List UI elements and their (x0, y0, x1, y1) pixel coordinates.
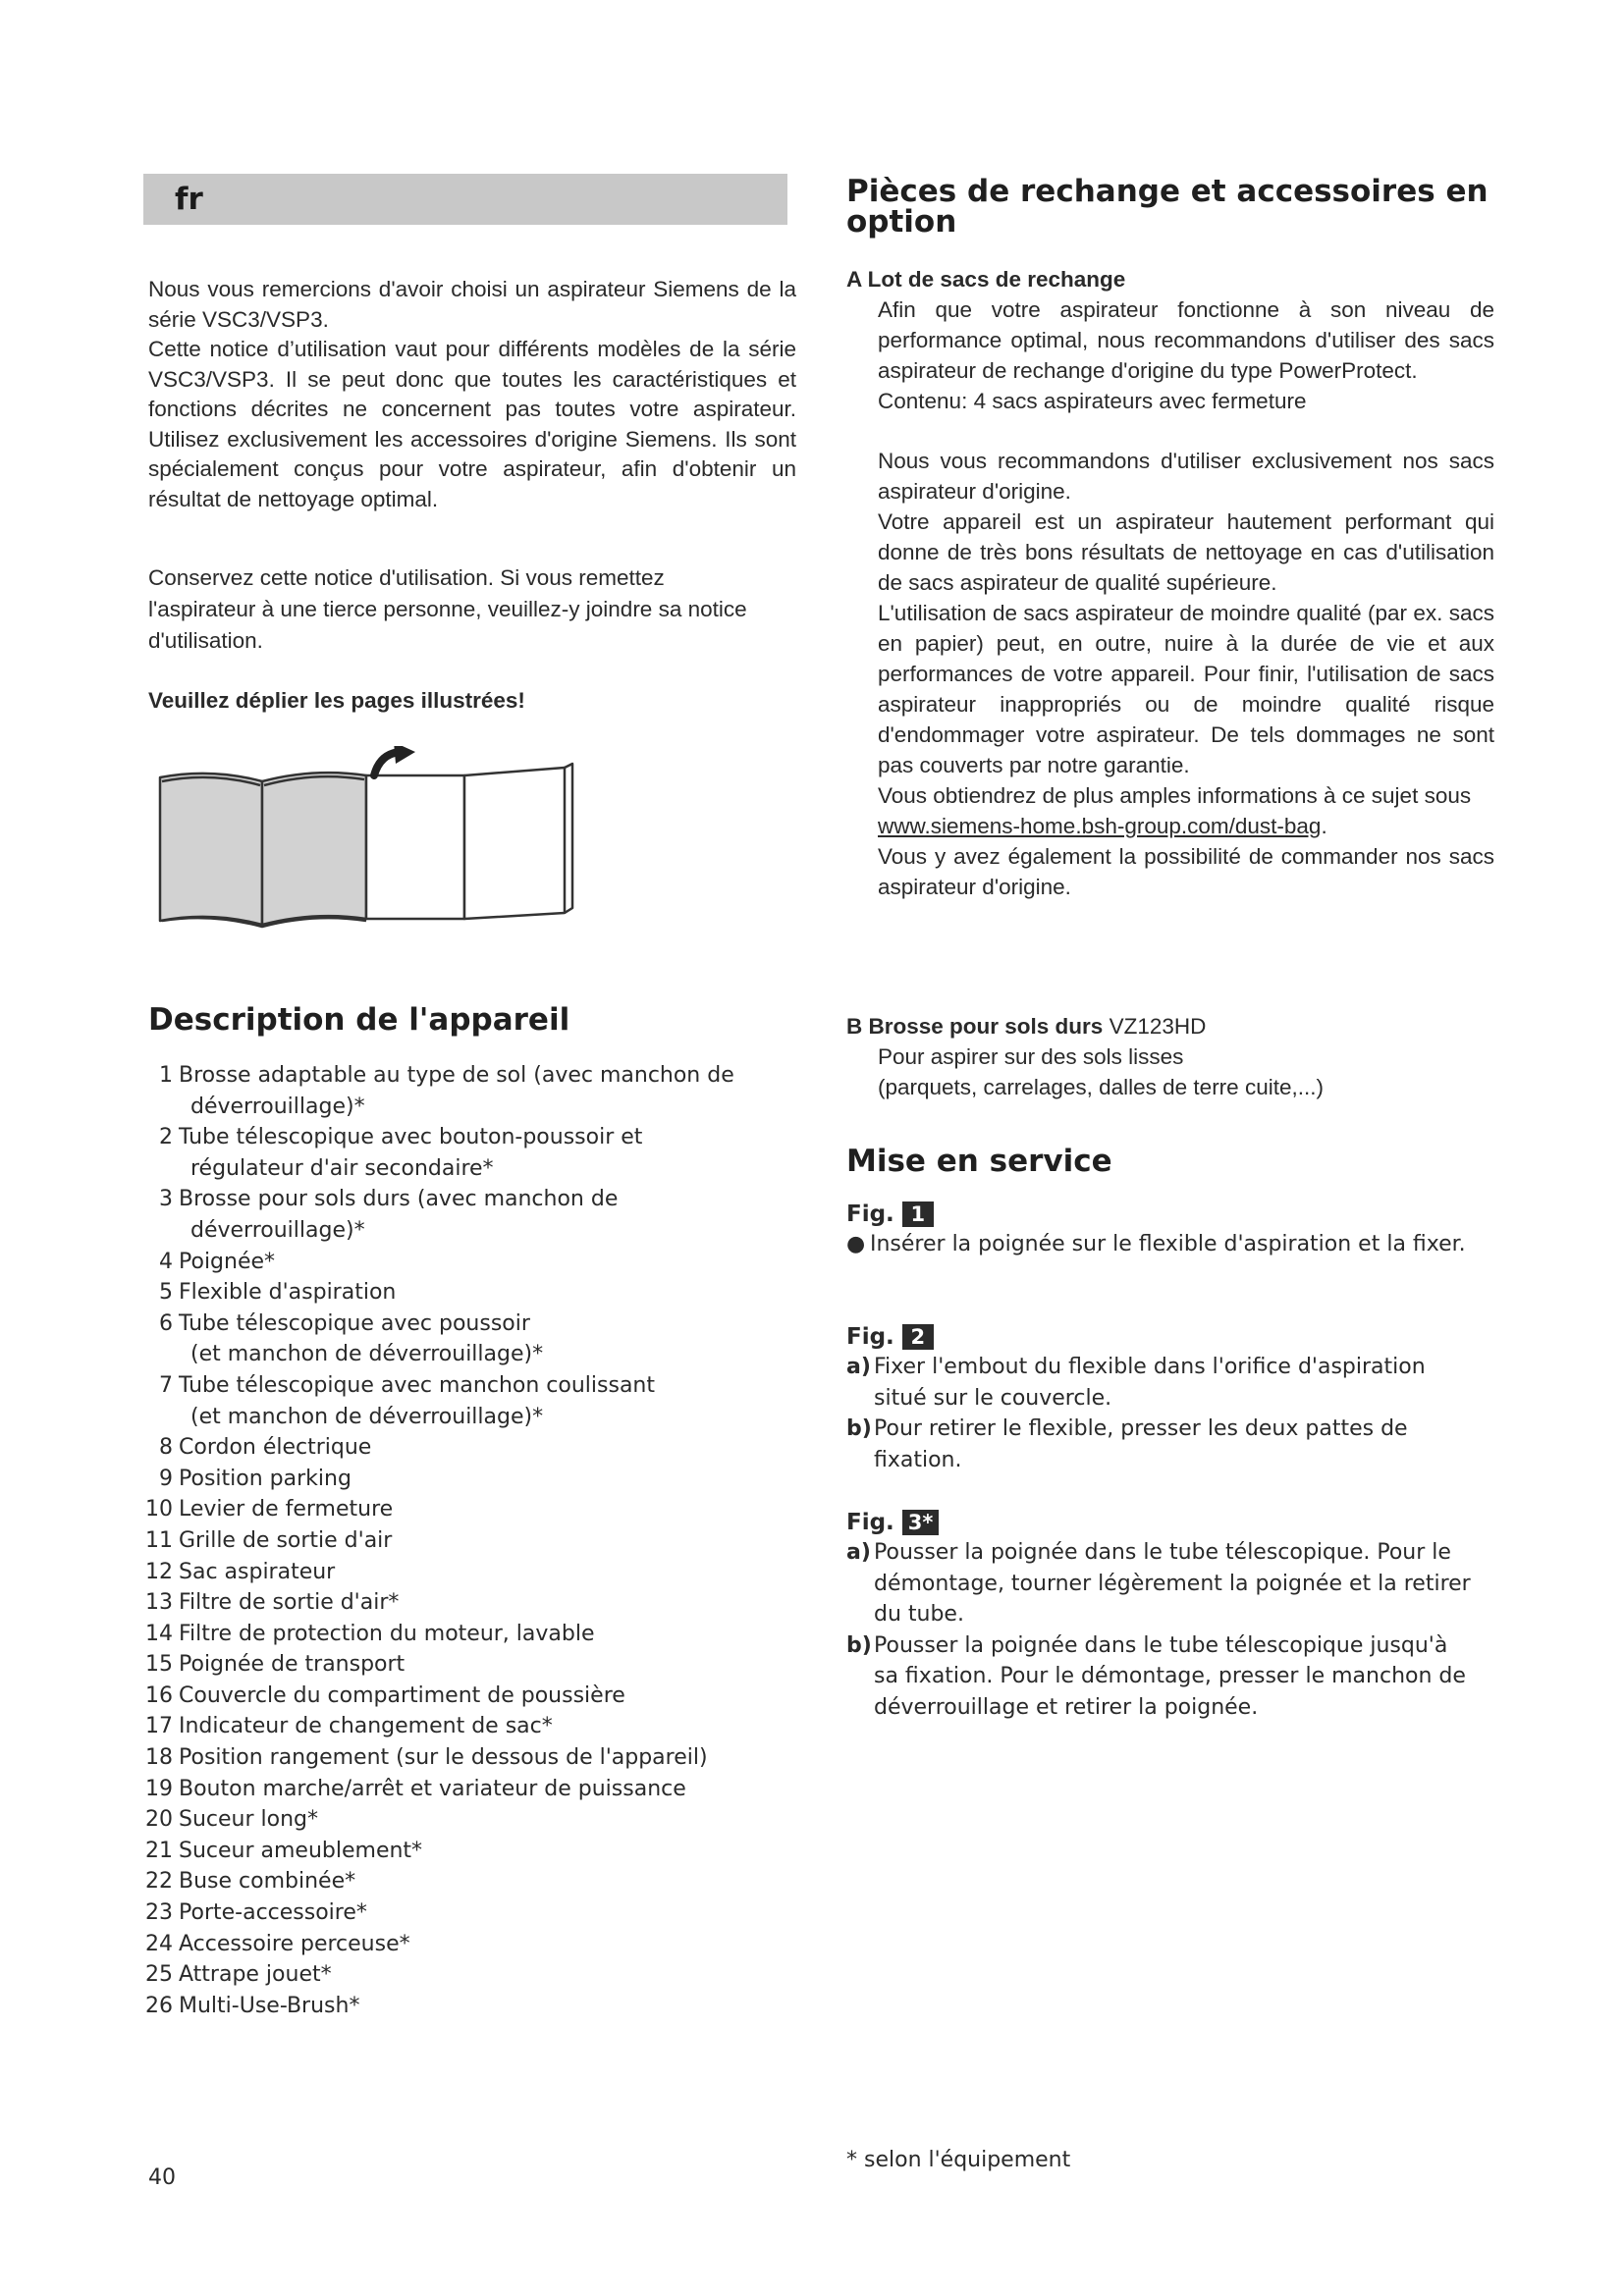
mise-en-service-title: Mise en service (846, 1144, 1112, 1179)
page-number: 40 (148, 2165, 176, 2190)
language-bar (143, 174, 787, 225)
section-a-paragraph-2: Nous vous recommandons d'utiliser exclusivement nos sacs aspirateur d'origine. (878, 449, 1494, 504)
section-b-paragraph-2: (parquets, carrelages, dalles de terre cuite,...) (878, 1075, 1324, 1099)
list-item: 11 Grille de sortie d'air (145, 1527, 393, 1553)
list-item: 12 Sac aspirateur (145, 1559, 336, 1584)
list-item: 21 Suceur ameublement* (145, 1838, 423, 1863)
list-item: 26 Multi-Use-Brush* (145, 1993, 360, 2018)
list-item: 9 Position parking (159, 1466, 352, 1491)
list-item: 4 Poignée* (159, 1249, 276, 1274)
list-item: 20 Suceur long* (145, 1807, 319, 1833)
fig-3-step-b: b) Pousser la poignée dans le tube télescopique jusqu'à sa fixation. Pour le démontage, presser le manchon de déverrouillage et retirer la poignée. (846, 1632, 1466, 1720)
section-b-model: VZ123HD (1109, 1014, 1207, 1039)
fig-1-block (846, 1200, 1475, 1260)
fig-2-step-b: b) Pour retirer le flexible, presser les deux pattes de fixation. (846, 1416, 1408, 1472)
list-item: 16 Couvercle du compartiment de poussière (145, 1682, 625, 1708)
fig-3-label: Fig. 3* (846, 1508, 1475, 1537)
list-item: 22 Buse combinée* (145, 1869, 356, 1895)
list-item: 18 Position rangement (sur le dessous de l'appareil) (145, 1745, 708, 1771)
list-item: 6 Tube télescopique avec poussoir (et manchon de déverrouillage)* (159, 1310, 544, 1367)
dust-bag-link[interactable]: www.siemens-home.bsh-group.com/dust-bag (878, 814, 1322, 838)
list-item: 5 Flexible d'aspiration (159, 1280, 397, 1306)
list-item: 15 Poignée de transport (145, 1652, 406, 1678)
list-item: 14 Filtre de protection du moteur, lavable (145, 1621, 595, 1646)
footnote: * selon l'équipement (846, 2148, 1071, 2172)
list-item: 10 Levier de fermeture (145, 1497, 394, 1522)
list-item: 23 Porte-accessoire* (145, 1900, 367, 1926)
section-a-heading: A Lot de sacs de rechange (846, 267, 1126, 292)
language-code: fr (175, 182, 203, 217)
section-b-heading: B Brosse pour sols durs VZ123HD (846, 1014, 1207, 1039)
spare-parts-title: Pièces de rechange et accessoires en option (846, 174, 1489, 240)
intro-paragraph-2: Cette notice d’utilisation vaut pour différents modèles de la série VSC3/VSP3. Il se peut donc que toutes les caractéristiques et fonctions décrites ne concernent pas toutes votre aspirateur. Utilisez exclusivement les accessoires d'origine Siemens. Ils sont spécialement conçus pour votre aspirateur, afin d'obtenir un résultat de nettoyage optimal. (148, 337, 796, 511)
fig-1-step: ● Insérer la poignée sur le flexible d'aspiration et la fixer. (846, 1232, 1466, 1256)
fig-3-step-a: a) Pousser la poignée dans le tube télescopique. Pour le démontage, tourner légèrement la poignée et la retirer du tube. (846, 1540, 1471, 1627)
section-a-paragraph-3: Votre appareil est un aspirateur hautement performant qui donne de très bons résultats de nettoyage en cas d'utilisation de sacs aspirateur de qualité supérieure. (878, 509, 1494, 595)
unfold-pages-illustration (152, 746, 584, 933)
fig-2-block (846, 1322, 1475, 1475)
section-a: A Lot de sacs de rechange Afin que votre aspirateur fonctionne à son niveau de performance optimal, nous recommandons d'utiliser des sacs aspirateur de rechange d'origine du type PowerProtect. Contenu: 4 sacs aspirateurs avec fermeture Nous vous recommandons d'utiliser exclusivement nos sacs aspirateur d'origine. Votre appareil est un aspirateur hautement performant qui donne de très bons résultats de nettoyage en cas d'utilisation de sacs aspirateur de qualité supérieure. L'utilisation de sacs aspirateur de moindre qualité (par ex. sacs en papier) peut, en outre, nuire à la durée de vie et aux performances de votre appareil. Pour finir, l'utilisation de sacs aspirateur inappropriés ou de moindre qualité risque d'endommager votre aspirateur. De tels dommages ne sont pas couverts par notre garantie. Vous obtiendrez de plus amples informations à ce sujet sous www.siemens-home.bsh-group.com/dust-bag. Vous y avez également la possibilité de commander nos sacs aspirateur d'origine. (846, 265, 1494, 902)
list-item: 25 Attrape jouet* (145, 1962, 332, 1988)
fig-3-number: 3* (902, 1510, 940, 1535)
section-a-paragraph-1: Afin que votre aspirateur fonctionne à son niveau de performance optimal, nous recommandons d'utiliser des sacs aspirateur de rechange d'origine du type PowerProtect. (878, 297, 1494, 383)
list-item: 19 Bouton marche/arrêt et variateur de puissance (145, 1776, 686, 1801)
intro-text (148, 275, 796, 514)
section-a-paragraph-5: Vous obtiendrez de plus amples informations à ce sujet sous (878, 783, 1472, 808)
parts-list (143, 1060, 791, 2021)
section-b (846, 1012, 1494, 1102)
fig-2-number: 2 (902, 1324, 934, 1350)
section-a-contents: Contenu: 4 sacs aspirateurs avec fermeture (878, 389, 1307, 413)
fig-3-block (846, 1508, 1475, 1723)
list-item: 24 Accessoire perceuse* (145, 1931, 410, 1956)
section-a-paragraph-4: L'utilisation de sacs aspirateur de moindre qualité (par ex. sacs en papier) peut, en outre, nuire à la durée de vie et aux performances de votre appareil. Pour finir, l'utilisation de sacs aspirateur inappropriés ou de moindre qualité risque d'endommager votre aspirateur. De tels dommages ne sont pas couverts par notre garantie. (878, 601, 1494, 777)
fig-1-label: Fig. 1 (846, 1200, 1475, 1229)
list-item: 8 Cordon électrique (159, 1435, 372, 1461)
keep-notice: Conservez cette notice d'utilisation. Si vous remettez l'aspirateur à une tierce personne, veuillez-y joindre sa notice d'utilisation. (148, 565, 747, 653)
section-a-paragraph-6: Vous y avez également la possibilité de commander nos sacs aspirateur d'origine. (878, 844, 1494, 899)
list-item: 7 Tube télescopique avec manchon coulissant (et manchon de déverrouillage)* (159, 1372, 655, 1429)
unfold-instruction: Veuillez déplier les pages illustrées! (148, 688, 525, 713)
fig-1-number: 1 (902, 1201, 934, 1227)
fig-2-step-a: a) Fixer l'embout du flexible dans l'orifice d'aspiration situé sur le couvercle. (846, 1355, 1426, 1411)
intro-paragraph-1: Nous vous remercions d'avoir choisi un aspirateur Siemens de la série VSC3/VSP3. (148, 277, 796, 332)
list-item: 13 Filtre de sortie d'air* (145, 1590, 400, 1616)
section-b-paragraph-1: Pour aspirer sur des sols lisses (878, 1044, 1184, 1069)
list-item: 1 Brosse adaptable au type de sol (avec manchon de déverrouillage)* (159, 1063, 734, 1119)
fig-2-label: Fig. 2 (846, 1322, 1475, 1352)
list-item: 17 Indicateur de changement de sac* (145, 1714, 553, 1739)
list-item: 3 Brosse pour sols durs (avec manchon de déverrouillage)* (159, 1187, 619, 1243)
description-title: Description de l'appareil (148, 1002, 570, 1038)
list-item: 2 Tube télescopique avec bouton-poussoir et régulateur d'air secondaire* (159, 1125, 643, 1181)
